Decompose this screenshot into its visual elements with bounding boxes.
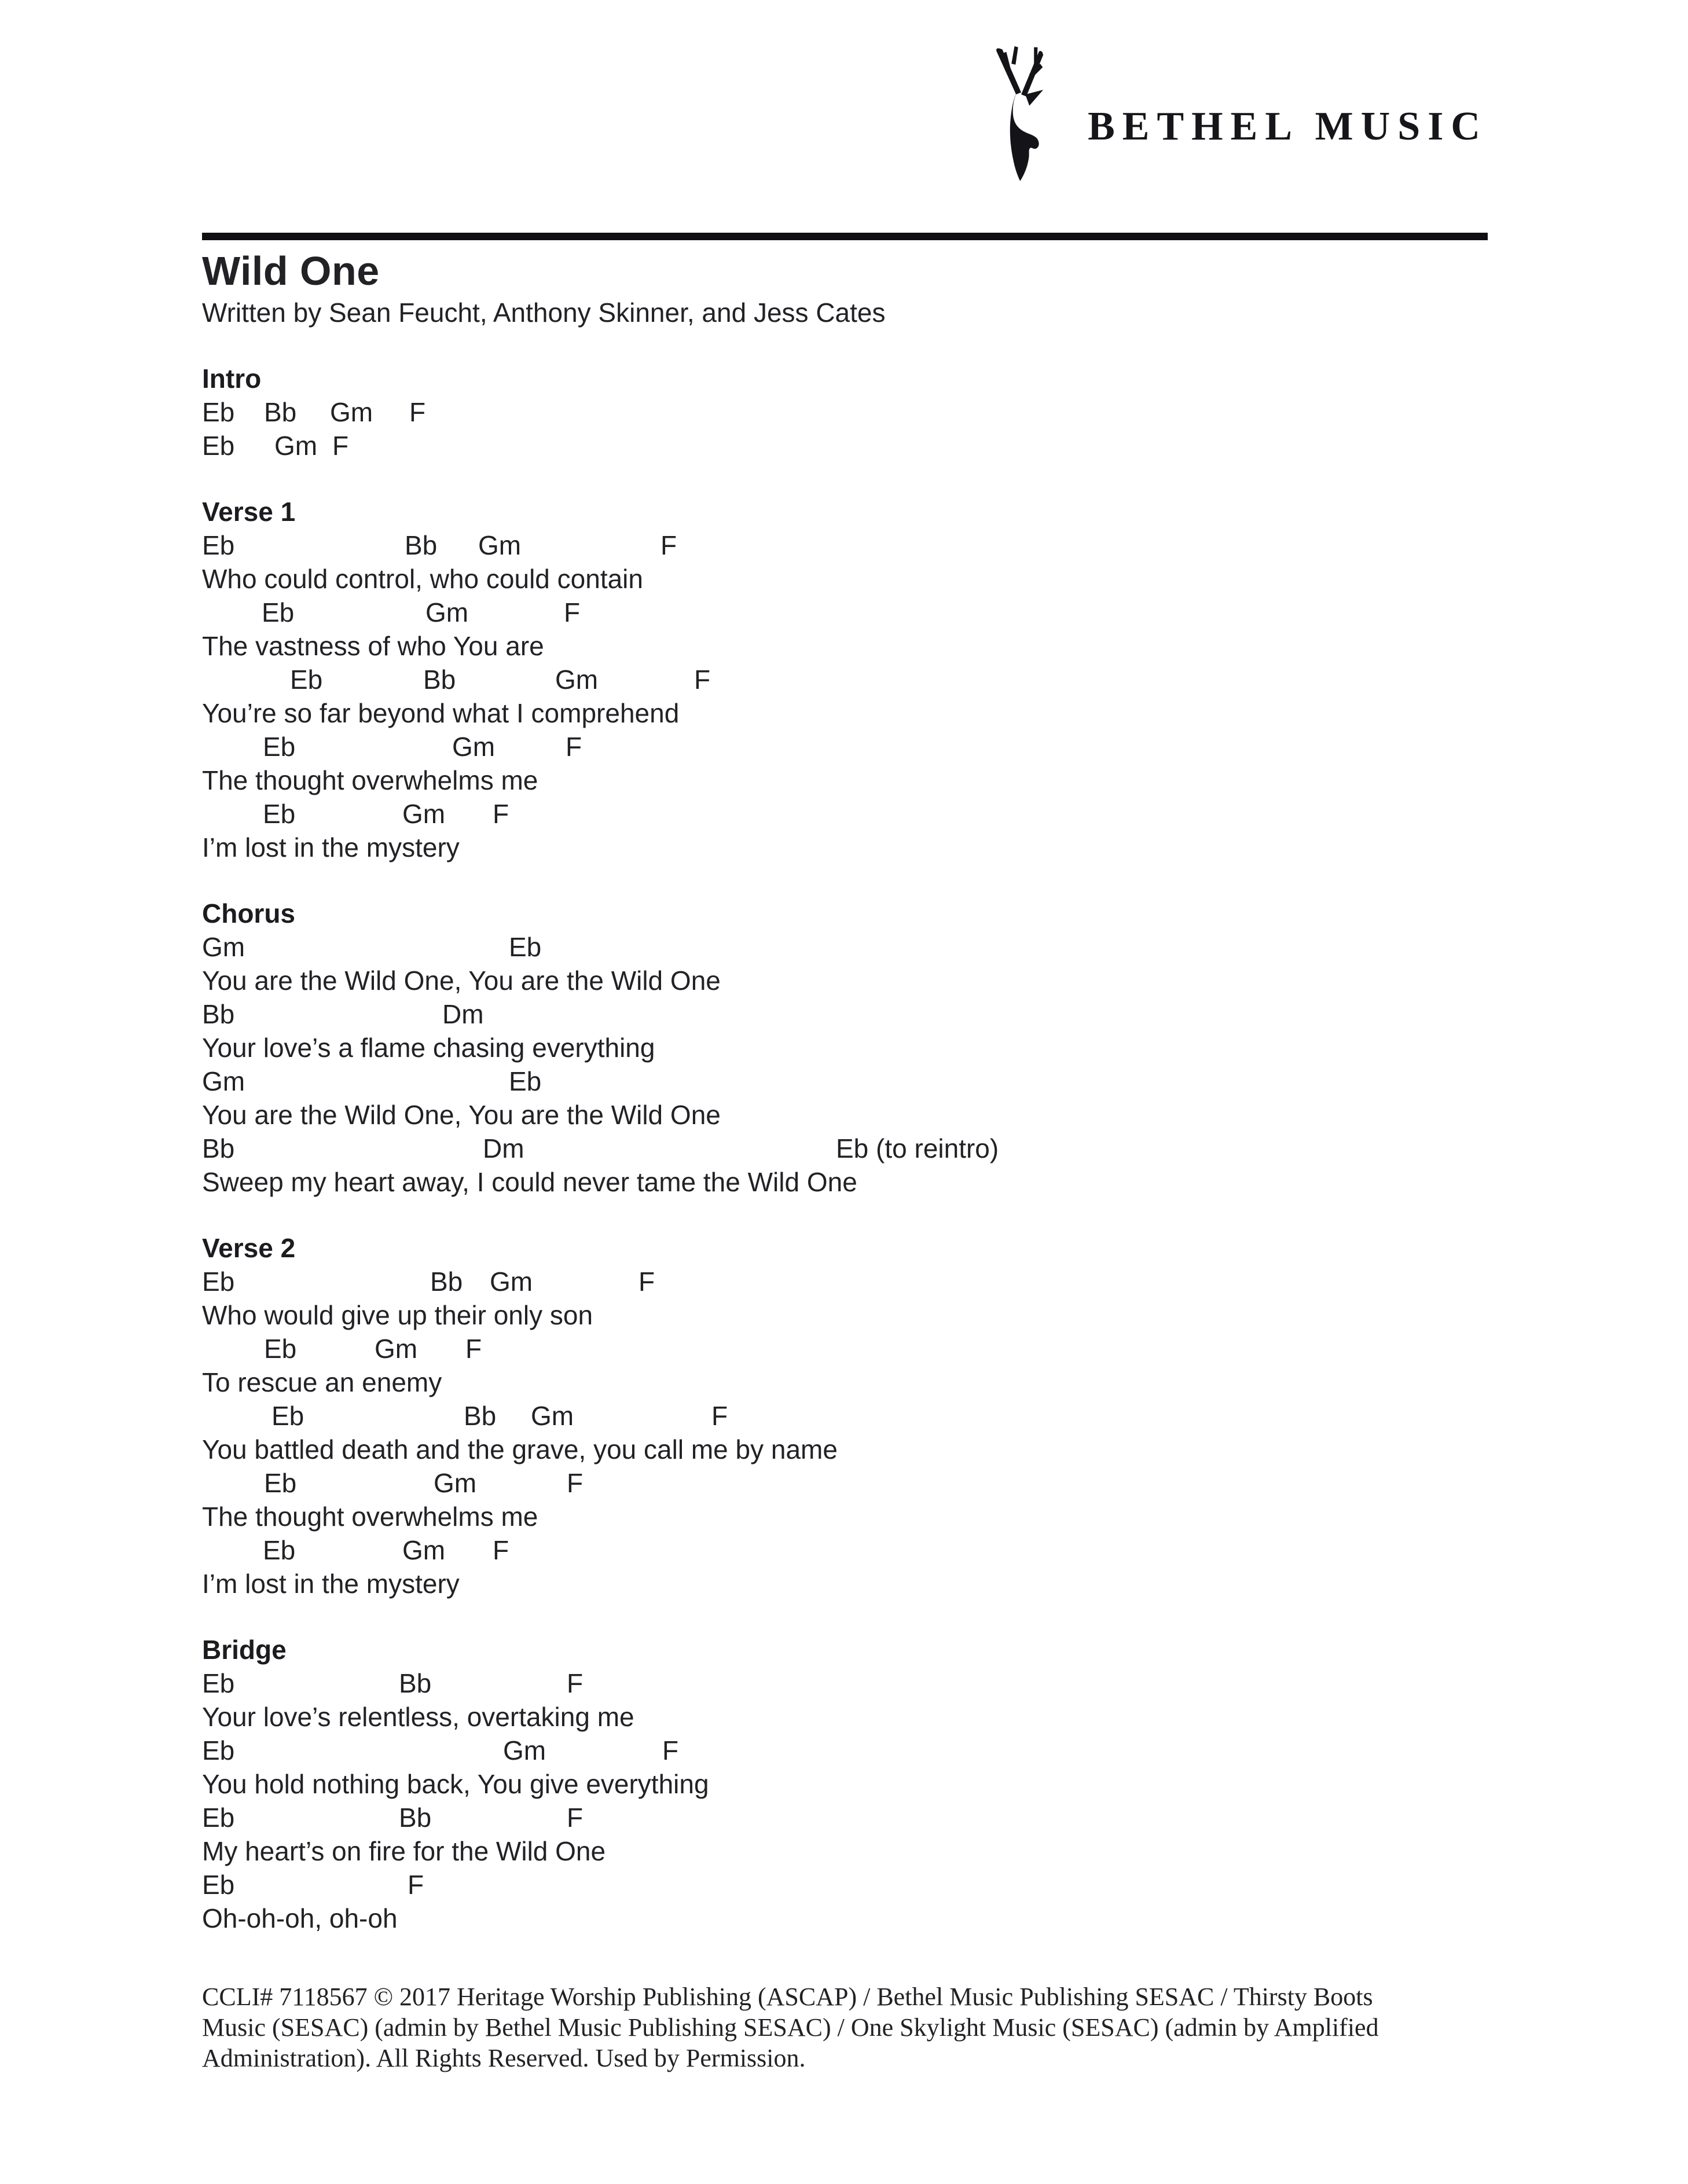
chord-line (202, 797, 1488, 831)
chord: Eb (509, 1066, 542, 1096)
section-bridge (202, 1633, 1488, 1935)
chord-line (202, 395, 1488, 429)
chord: F (564, 597, 581, 627)
chord: Dm (483, 1133, 524, 1163)
chord: Eb (202, 1735, 235, 1765)
chord: Eb (to reintro) (836, 1133, 999, 1163)
chord: Eb (202, 530, 235, 560)
chord: Eb (202, 1803, 235, 1833)
chord: Eb (202, 397, 235, 427)
deer-stag-icon (985, 41, 1062, 185)
footer-line: CCLI# 7118567 © 2017 Heritage Worship Publishing (ASCAP) / Bethel Music Publishing SESAC / Thirsty Boots (202, 1983, 1373, 2011)
chord: F (493, 1535, 509, 1565)
chord-line (202, 1801, 1488, 1834)
chord: F (660, 530, 677, 560)
chord-line (202, 663, 1488, 696)
brand-text: BETHEL MUSIC (1088, 104, 1488, 149)
chord: Gm (402, 799, 446, 829)
section-heading: Intro (202, 364, 262, 394)
lyric-line: The thought overwhelms me (202, 1502, 538, 1532)
chord: F (567, 1668, 584, 1698)
section-intro (202, 362, 1488, 463)
chord: Eb (263, 732, 296, 762)
chord: Eb (264, 1334, 297, 1364)
chord: Gm (274, 431, 318, 461)
chord-line (202, 429, 1488, 463)
lyric-line: You battled death and the grave, you call me by name (202, 1434, 838, 1464)
chord: Eb (290, 665, 323, 695)
chord: Bb (430, 1267, 463, 1297)
chord-line (202, 1132, 1488, 1165)
chord: F (493, 799, 509, 829)
section-heading: Bridge (202, 1635, 287, 1665)
lyric-line: Who could control, who could contain (202, 564, 643, 594)
chord: Gm (555, 665, 599, 695)
lyric-line: My heart’s on fire for the Wild One (202, 1836, 606, 1866)
chord-line (202, 528, 1488, 562)
chord: Gm (434, 1468, 477, 1498)
chord: Eb (202, 1267, 235, 1297)
chord: F (567, 1468, 584, 1498)
chord-line (202, 1868, 1488, 1902)
chord: Gm (531, 1401, 574, 1431)
chord-line (202, 1065, 1488, 1098)
lyric-line: To rescue an enemy (202, 1367, 442, 1397)
chord: F (567, 1803, 584, 1833)
lyric-line: I’m lost in the mystery (202, 1569, 460, 1599)
lyric-line: You hold nothing back, You give everything (202, 1769, 709, 1799)
chord: Gm (478, 530, 522, 560)
chord: Bb (264, 397, 297, 427)
lyric-line: Oh-oh-oh, oh-oh (202, 1903, 398, 1933)
chord: Gm (402, 1535, 446, 1565)
lyric-line: I’m lost in the mystery (202, 832, 460, 862)
lyric-line: Sweep my heart away, I could never tame the Wild One (202, 1167, 857, 1197)
chord: F (409, 397, 426, 427)
chord: Bb (405, 530, 438, 560)
chord-line (202, 1533, 1488, 1567)
chord: Dm (442, 999, 484, 1029)
chord-line (202, 730, 1488, 764)
chord: Eb (262, 597, 295, 627)
chord: Bb (399, 1668, 432, 1698)
section-chorus (202, 897, 1488, 1199)
chord: Eb (202, 431, 235, 461)
lyric-line: Your love’s a flame chasing everything (202, 1033, 655, 1063)
bethel-music-logo (202, 41, 1488, 185)
chord: Eb (202, 1870, 235, 1900)
chord-line (202, 1399, 1488, 1433)
chord: Eb (202, 1668, 235, 1698)
section-heading: Chorus (202, 898, 295, 928)
chord: Eb (263, 799, 296, 829)
chord: F (711, 1401, 728, 1431)
chord: Bb (202, 1133, 235, 1163)
chord: Gm (425, 597, 469, 627)
chord: Bb (399, 1803, 432, 1833)
song-body (202, 362, 1488, 1935)
chord: Bb (423, 665, 456, 695)
chord: Eb (264, 1468, 297, 1498)
chord: Gm (202, 1066, 245, 1096)
chord: Gm (202, 932, 245, 962)
chord-line (202, 1332, 1488, 1366)
section-heading: Verse 1 (202, 497, 296, 527)
lyric-line: Who would give up their only son (202, 1300, 593, 1330)
chord-line (202, 1667, 1488, 1700)
chord: F (465, 1334, 482, 1364)
chord: F (408, 1870, 424, 1900)
song-credit: Written by Sean Feucht, Anthony Skinner, and Jess Cates (202, 298, 886, 328)
chord: Bb (202, 999, 235, 1029)
lyric-line: You’re so far beyond what I comprehend (202, 698, 680, 728)
chord-line (202, 596, 1488, 629)
chord: Gm (452, 732, 496, 762)
chord-line (202, 997, 1488, 1031)
chord: Gm (330, 397, 373, 427)
section-heading: Verse 2 (202, 1233, 296, 1263)
chord: Eb (271, 1401, 304, 1431)
lyric-line: The thought overwhelms me (202, 765, 538, 795)
lyric-line: You are the Wild One, You are the Wild One (202, 966, 721, 996)
chord: Bb (464, 1401, 497, 1431)
section-verse-2 (202, 1231, 1488, 1601)
chord-line (202, 1466, 1488, 1500)
lyric-line: You are the Wild One, You are the Wild One (202, 1100, 721, 1130)
divider-rule (202, 233, 1488, 240)
chord: F (566, 732, 582, 762)
chord: Eb (509, 932, 542, 962)
chord: F (662, 1735, 679, 1765)
song-title: Wild One (202, 248, 380, 293)
chord: F (694, 665, 711, 695)
lyric-line: Your love’s relentless, overtaking me (202, 1702, 634, 1732)
lyric-line: The vastness of who You are (202, 631, 544, 661)
chord: F (638, 1267, 655, 1297)
footer-line: Administration). All Rights Reserved. Used by Permission. (202, 2044, 806, 2072)
chord: Gm (503, 1735, 546, 1765)
chord: Gm (490, 1267, 533, 1297)
chord-line (202, 930, 1488, 964)
chord: F (332, 431, 349, 461)
chord: Gm (375, 1334, 418, 1364)
chord-line (202, 1734, 1488, 1767)
chord-line (202, 1265, 1488, 1298)
chord: Eb (263, 1535, 296, 1565)
footer-credits (202, 1981, 1488, 2073)
section-verse-1 (202, 495, 1488, 864)
footer-line: Music (SESAC) (admin by Bethel Music Publishing SESAC) / One Skylight Music (SESAC) (admin by Amplified (202, 2013, 1379, 2042)
